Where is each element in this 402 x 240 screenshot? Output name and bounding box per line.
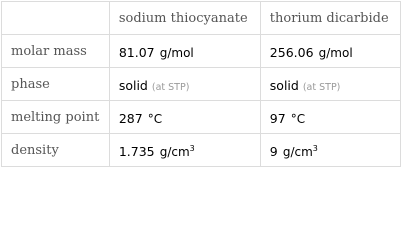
unit-base: g/cm (159, 144, 190, 159)
unit: °C (147, 111, 163, 126)
unit: g/mol (318, 45, 353, 60)
cell-molar-mass-sodium-thiocyanate (109, 35, 260, 68)
row-label-density: density (2, 134, 110, 167)
unit-exponent: 3 (189, 143, 195, 153)
unit: g/mol (159, 45, 194, 60)
condition-note: (at STP) (151, 81, 190, 93)
value: solid (269, 77, 299, 93)
table-row (2, 134, 401, 167)
cell-melting-point-thorium-dicarbide (260, 101, 400, 134)
row-label-melting-point: melting point (2, 101, 110, 134)
unit (160, 145, 195, 159)
cell-density-sodium-thiocyanate (109, 134, 260, 167)
cell-density-thorium-dicarbide (260, 134, 400, 167)
column-header-thorium-dicarbide: thorium dicarbide (260, 2, 400, 35)
cell-phase-thorium-dicarbide (260, 68, 400, 101)
unit-base: g/cm (282, 144, 313, 159)
value: solid (118, 77, 148, 93)
value: 287 (118, 110, 143, 126)
condition-note: (at STP) (302, 81, 341, 93)
value: 97 (269, 110, 286, 126)
cell-molar-mass-thorium-dicarbide (260, 35, 400, 68)
column-header-sodium-thiocyanate: sodium thiocyanate (109, 2, 260, 35)
table-row (2, 35, 401, 68)
value: 256.06 (269, 44, 314, 60)
cell-melting-point-sodium-thiocyanate (109, 101, 260, 134)
properties-table (1, 1, 401, 167)
table-row (2, 101, 401, 134)
unit (283, 145, 318, 159)
row-label-phase: phase (2, 68, 110, 101)
value: 1.735 (118, 143, 155, 159)
value: 81.07 (118, 44, 155, 60)
header-corner-cell (2, 2, 110, 35)
row-label-molar-mass: molar mass (2, 35, 110, 68)
cell-phase-sodium-thiocyanate (109, 68, 260, 101)
value: 9 (269, 143, 278, 159)
table-header-row (2, 2, 401, 35)
unit: °C (290, 111, 306, 126)
table-row (2, 68, 401, 101)
unit-exponent: 3 (312, 143, 318, 153)
